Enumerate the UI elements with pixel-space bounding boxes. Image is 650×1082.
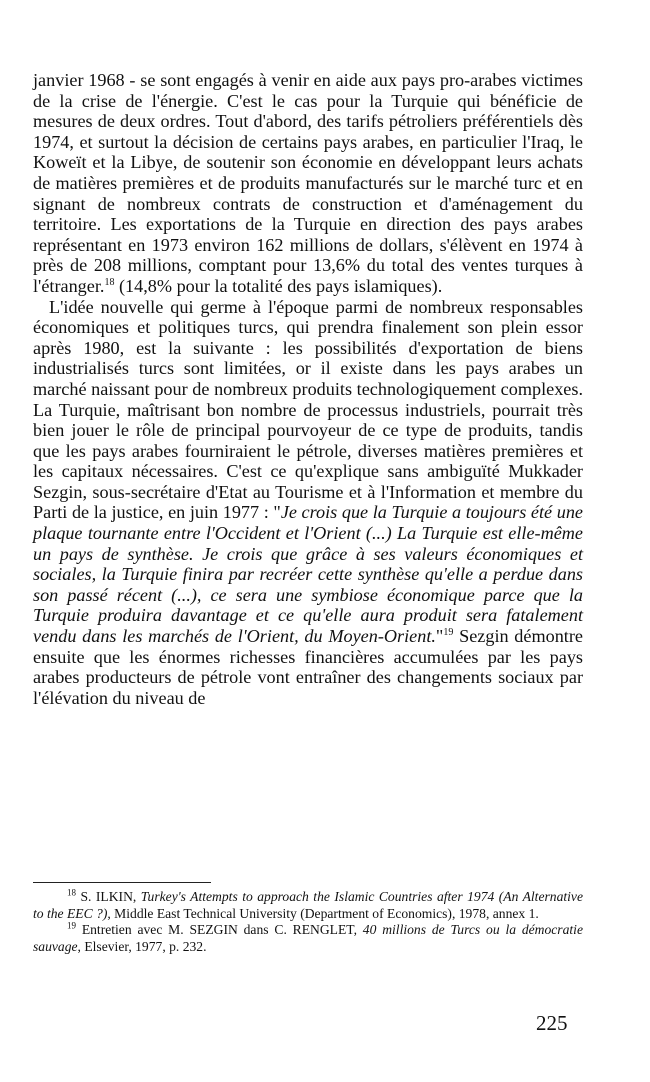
footnotes xyxy=(33,882,583,955)
footnote-19-rest: , Elsevier, 1977, p. 232. xyxy=(77,938,207,954)
paragraph-1-text: janvier 1968 - se sont engagés à venir en aide aux pays pro-arabes victimes de la crise de l'énergie. C'est le cas pour la Turquie qui bénéficie de mesures de deux ordres. Tout d'abord, des tarifs pétroliers préférentiels dès 1974, et surtout la décision de certains pays arabes, en particulier l'Iraq, le Koweït et la Libye, de soutenir son économie en développant leurs achats de matières premières et de produits manufacturés sur le marché turc et en signant de nombreux contrats de construction et d'aménagement du territoire. Les exportations de la Turquie en direction des pays arabes représentant en 1973 environ 162 millions de dollars, s'élèvent en 1974 à près de 208 millions, comptant pour 13,6% du total des ventes turques à l'étranger. xyxy=(33,70,583,296)
quote-close: " xyxy=(435,626,444,647)
paragraph-2-tail: Sezgin démontre ensuite que les énormes richesses financières accumulées par les pays arabes producteurs de pétrole vont entraîner des changements sociaux par l'élévation du niveau de xyxy=(33,626,583,708)
footnote-19-pre: Entretien avec M. SEZGIN dans C. RENGLET, xyxy=(76,922,363,937)
footnote-18-title: Turkey's Attempts to approach the Islamic Countries after 1974 (An Alternative to the EEC ?) xyxy=(33,889,583,921)
footnote-ref-18[interactable]: 18 xyxy=(104,276,115,288)
paragraph-2-text: L'idée nouvelle qui germe à l'époque parmi de nombreux responsables économiques et politiques turcs, qui prendra finalement son plein essor après 1980, est la suivante : les possibilités d'exportation de biens industrialisés turcs sont limitées, or il existe dans les pays arabes un marché naissant pour de nombreux produits technologiquement complexes. La Turquie, maîtrisant bon nombre de processus industriels, pourrait très bien jouer le rôle de principal pourvoyeur de ce type de produits, tandis que les pays arabes fourniraient le pétrole, diverses matières premières et les capitaux nécessaires. C'est ce qu'explique sans ambiguïté Mukkader Sezgin, sous-secrétaire d'Etat au Tourisme et à l'Information et membre du Parti de la justice, en juin 1977 : " xyxy=(33,296,583,523)
paragraph-2 xyxy=(33,297,583,709)
footnote-19 xyxy=(33,922,583,955)
footnote-18 xyxy=(33,889,583,922)
sezgin-quote: Je crois que la Turquie a toujours été une plaque tournante entre l'Occident et l'Orient (...) La Turquie est elle-même un pays de synthèse. Je crois que grâce à ses valeurs économiques et sociales, la Turquie finira par recréer cette synthèse qu'elle a perdue dans son passé récent (...), ce sera une symbiose économique parce que la Turquie produira davantage et ce qu'elle aura produit sera fatalement vendu dans les marchés de l'Orient, du Moyen-Orient. xyxy=(33,502,583,647)
paragraph-1 xyxy=(33,70,583,297)
page-number: 225 xyxy=(536,1011,568,1035)
footnote-19-title: 40 millions de Turcs ou la démocratie sauvage xyxy=(33,922,583,954)
footnote-ref-19[interactable]: 19 xyxy=(443,626,454,638)
footnote-18-rest: , Middle East Technical University (Department of Economics), 1978, annex 1. xyxy=(107,905,539,921)
footnote-18-author: S. ILKIN, xyxy=(76,889,141,904)
footnote-18-number: 18 xyxy=(67,887,76,898)
footnote-divider xyxy=(33,882,211,883)
footnote-19-number: 19 xyxy=(67,920,76,931)
paragraph-1-tail: (14,8% pour la totalité des pays islamiques). xyxy=(114,275,443,296)
main-text xyxy=(33,70,583,708)
